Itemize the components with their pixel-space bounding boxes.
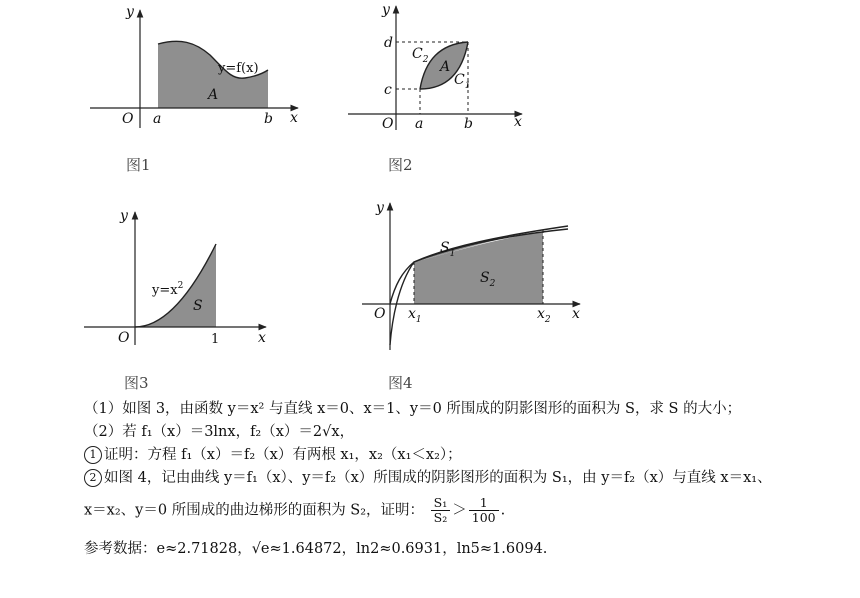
frac-left-numerator: S₁ [431, 496, 451, 511]
fig2-caption: 图2 [388, 156, 413, 174]
figure-1 [90, 4, 298, 174]
end-period: . [500, 502, 506, 519]
q2-part1-text: 证明：方程 f₁（x）＝f₂（x）有两根 x₁，x₂（x₁＜x₂）； [104, 447, 462, 463]
fig3-one-label: 1 [211, 332, 220, 347]
fig1-curve-label: y=f(x) [218, 61, 259, 76]
frac-left-denominator: S₂ [433, 510, 448, 525]
fig2-a-label: a [415, 116, 424, 132]
fig2-y-label: y [382, 2, 390, 18]
fig2-c2-label: $C_2$ [412, 46, 429, 65]
frac-right-denominator: 100 [471, 510, 496, 525]
fig2-region-label: A [440, 59, 451, 75]
q2-part2-text-a: 如图 4，记由曲线 y＝f₁（x）、y＝f₂（x）所围成的阴影图形的面积为 S₁，由 y＝f₂（x）与直线 x＝x₁、 [104, 470, 772, 486]
fig4-x2-label: $x_2$ [537, 306, 551, 325]
fig3-caption: 图3 [124, 374, 149, 392]
fig3-origin: O [118, 330, 130, 346]
fig2-c-label: c [384, 82, 392, 98]
reference-data: 参考数据：e≈2.71828，√e≈1.64872，ln2≈0.6931，ln5≈1.6094. [84, 541, 548, 557]
fig2-origin: O [382, 116, 394, 132]
fig1-caption: 图1 [126, 156, 151, 174]
fig2-x-label: x [514, 114, 522, 130]
fig3-curve-label: $y=x^2$ [152, 281, 184, 298]
figure-4 [362, 200, 580, 392]
question-2-part-2 [84, 469, 772, 487]
fig4-x-label: x [572, 306, 580, 322]
fig4-origin: O [374, 306, 386, 322]
question-2-part-1 [84, 446, 462, 464]
greater-than: ＞ [452, 502, 467, 519]
fig1-b-label: b [264, 111, 273, 127]
fig4-s2-label: $S_2$ [480, 270, 496, 289]
fig4-x1-label: $x_1$ [408, 306, 422, 325]
figure-3 [84, 208, 266, 392]
fig3-y-label: y [120, 208, 128, 224]
fig1-y-label: y [126, 4, 134, 20]
figure-2 [348, 2, 522, 174]
fig2-c1-label: $C_1$ [454, 72, 471, 91]
frac-right-numerator: 1 [469, 496, 499, 511]
fig2-d-label: d [384, 35, 393, 51]
circled-number-2: 2 [84, 469, 102, 487]
fig4-s1-label: $S_1$ [440, 240, 456, 259]
fig1-origin: O [122, 111, 134, 127]
fig3-x-label: x [258, 330, 266, 346]
fig4-caption: 图4 [388, 374, 413, 392]
fraction-s1-over-s2 [431, 496, 451, 525]
question-2-part-2-cont [84, 496, 505, 525]
fraction-1-over-100 [469, 496, 499, 525]
circled-number-1: 1 [84, 446, 102, 464]
question-1: （1）如图 3，由函数 y＝x² 与直线 x＝0、x＝1、y＝0 所围成的阴影图形的面积为 S，求 S 的大小； [84, 401, 742, 417]
fig3-region-label: S [193, 298, 203, 314]
fig2-b-label: b [464, 116, 473, 132]
fig1-x-label: x [290, 110, 298, 126]
q2-part2-text-b: x＝x₂、y＝0 所围成的曲边梯形的面积为 S₂，证明： [84, 502, 425, 519]
fig4-y-label: y [376, 200, 384, 216]
fig1-a-label: a [153, 111, 162, 127]
question-2: （2）若 f₁（x）＝3lnx，f₂（x）＝2√x， [84, 424, 355, 440]
fig1-region-label: A [208, 87, 219, 103]
